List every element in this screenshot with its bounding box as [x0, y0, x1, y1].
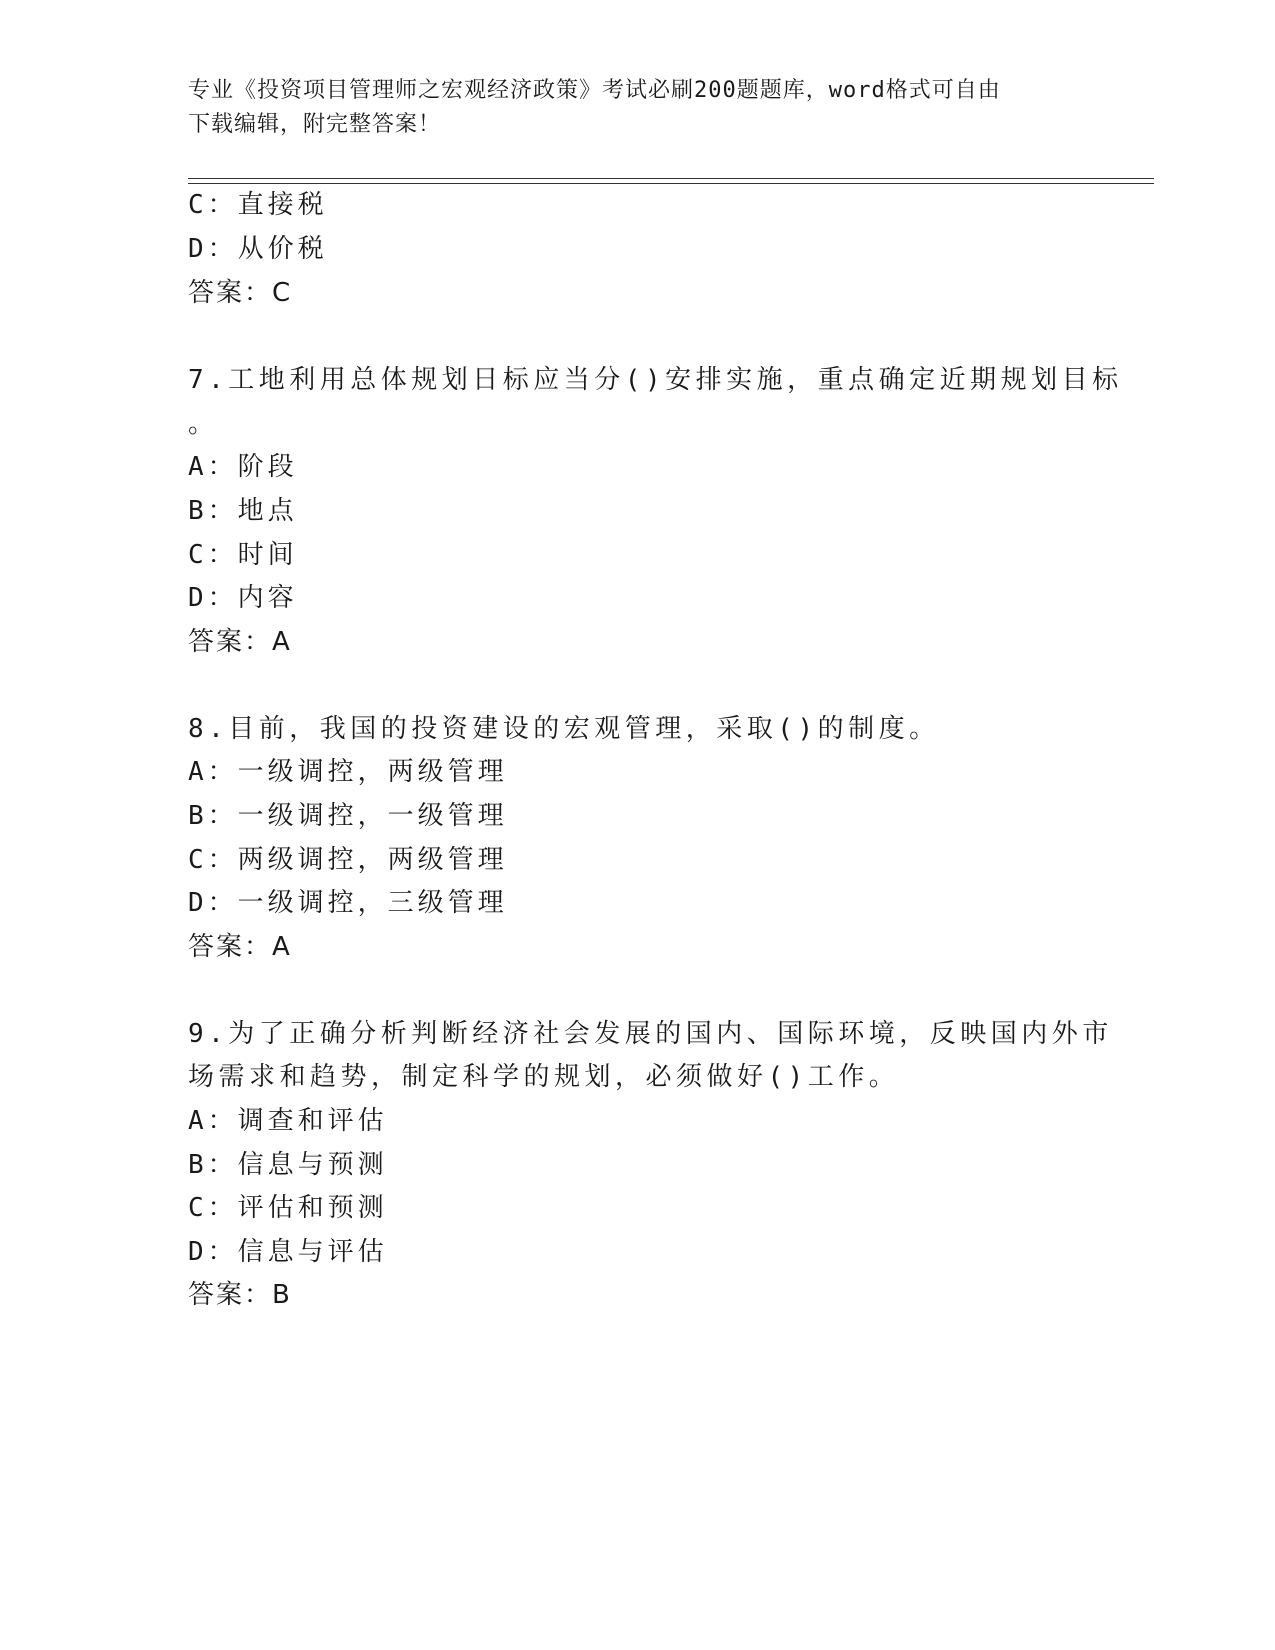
q8-option-c: C：两级调控，两级管理	[188, 845, 508, 875]
q6-option-d: D：从价税	[188, 234, 328, 264]
q7-option-c: C：时间	[188, 540, 298, 570]
q9-answer: 答案：B	[188, 1280, 292, 1310]
document-header	[188, 74, 1078, 142]
q6-option-c: C：直接税	[188, 190, 328, 220]
q8-question-line-1: 8.目前，我国的投资建设的宏观管理，采取()的制度。	[188, 714, 940, 744]
q8-option-d: D：一级调控，三级管理	[188, 888, 508, 918]
q9-option-c: C：评估和预测	[188, 1193, 388, 1223]
q7-question-line-2: 。	[188, 409, 219, 439]
q8-option-a: A：一级调控，两级管理	[188, 757, 508, 787]
header-line-1: 专业《投资项目管理师之宏观经济政策》考试必刷200题题库，word格式可自由	[188, 78, 1001, 103]
q6-answer: 答案：C	[188, 278, 293, 308]
q7-option-b: B：地点	[188, 496, 298, 526]
q7-question-line-1: 7.工地利用总体规划日标应当分()安排实施，重点确定近期规划目标	[188, 365, 1123, 395]
q9-option-a: A：调查和评估	[188, 1106, 388, 1136]
q9-question-line-1: 9.为了正确分析判断经济社会发展的国内、国际环境，反映国内外市	[188, 1019, 1113, 1049]
header-divider-bottom	[188, 183, 1154, 184]
q9-option-d: D：信息与评估	[188, 1237, 388, 1267]
q9-question-line-2: 场需求和趋势，制定科学的规划，必须做好()工作。	[188, 1062, 900, 1092]
q7-answer: 答案：A	[188, 627, 292, 657]
q9-option-b: B：信息与预测	[188, 1150, 388, 1180]
q8-option-b: B：一级调控，一级管理	[188, 801, 508, 831]
q7-option-a: A：阶段	[188, 452, 298, 482]
header-divider-top	[188, 178, 1154, 179]
q8-answer: 答案：A	[188, 932, 292, 962]
q7-option-d: D：内容	[188, 583, 298, 613]
header-line-2: 下载编辑，附完整答案！	[188, 112, 442, 137]
